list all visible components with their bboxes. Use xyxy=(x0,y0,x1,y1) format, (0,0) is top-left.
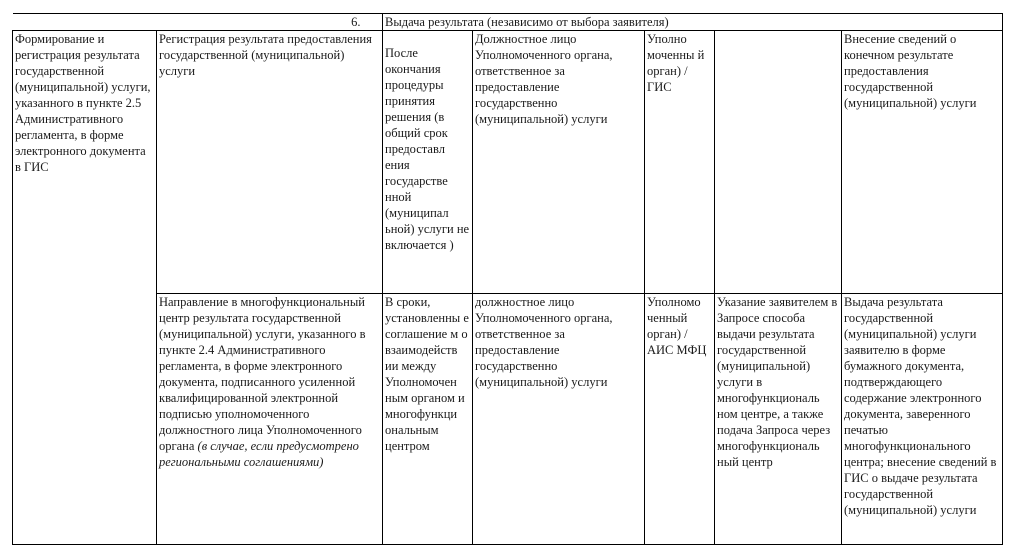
term-cell xyxy=(383,31,473,294)
term-text: В сроки, установленны е соглашение м о взаимодейств ии между Уполномочен ным органом и многофункци ональным центром xyxy=(385,295,469,453)
section-title-cell xyxy=(383,14,1003,31)
place-cell xyxy=(645,294,715,545)
place-cell xyxy=(645,31,715,294)
result-text: Выдача результата государственной (муниципальной) услуги заявителю в форме бумажного документа, подтверждающего содержание электронного документа, заверенного печатью многофункционального центра; внесение сведений в ГИС о выдаче результата государственной (муниципальной) услуги xyxy=(844,295,997,517)
responsible-text: Должностное лицо Уполномоченного органа, ответственное за предоставление государственно (муниципальной) услуги xyxy=(475,32,613,126)
criteria-cell xyxy=(715,294,842,545)
result-text: Внесение сведений о конечном результате предоставления государственной (муниципальной) услуги xyxy=(844,32,977,110)
place-text: Уполномо ченный орган) / АИС МФЦ xyxy=(647,295,707,357)
action-text: Направление в многофункциональный центр результата государственной (муниципальной) услуги, указанного в пункте 2.4 Административного регламента, в форме электронного документа, подписанного усиленной квалифицированной электронной подписью уполномоченного должностного лица Уполномоченного органа xyxy=(159,295,366,453)
section-number-cell xyxy=(13,14,383,31)
table-row xyxy=(13,31,1003,294)
section-title: Выдача результата (независимо от выбора заявителя) xyxy=(385,15,669,29)
criteria-text: Указание заявителем в Запросе способа выдачи результата государственной (муниципальной) услуги в многофункциональ ном центре, а также подача Запроса через многофункциональ ный центр xyxy=(717,295,838,469)
action-cell xyxy=(157,31,383,294)
result-cell xyxy=(842,31,1003,294)
criteria-cell xyxy=(715,31,842,294)
action-note: (в случае, если предусмотрено региональными соглашениями) xyxy=(159,439,359,469)
action-text: Регистрация результата предоставления государственной (муниципальной) услуги xyxy=(159,32,372,78)
responsible-cell xyxy=(473,31,645,294)
action-cell xyxy=(157,294,383,545)
section-header-row xyxy=(13,14,1003,31)
term-text: После окончания процедуры принятия решения (в общий срок предоставл ения государстве нной (муниципал ьной) услуги не включается ) xyxy=(385,46,470,252)
term-cell xyxy=(383,294,473,545)
table-row xyxy=(13,294,1003,545)
result-cell xyxy=(842,294,1003,545)
procedure-table xyxy=(12,13,1003,545)
section-number: 6. xyxy=(351,15,361,29)
responsible-cell xyxy=(473,294,645,545)
place-text: Уполно моченны й орган) / ГИС xyxy=(647,32,705,94)
responsible-text: должностное лицо Уполномоченного органа, ответственное за предоставление государственно (муниципальной) услуги xyxy=(475,295,613,389)
procedure-cell xyxy=(13,31,157,545)
procedure-text: Формирование и регистрация результата государственной (муниципальной) услуги, указанного в пункте 2.5 Административного регламента, в форме электронного документа в ГИС xyxy=(15,32,151,174)
